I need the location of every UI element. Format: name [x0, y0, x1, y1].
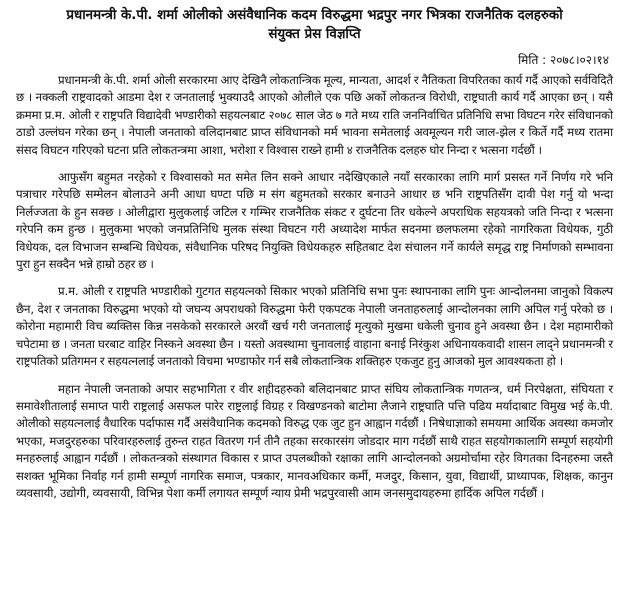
- paragraph-3: प्र.म. ओली र राष्ट्रपति भण्डारीको गुटगत सहयत्नको सिकार भएको प्रतिनिधि सभा पुनः स्थापनाका लागि पुनः आन्दोलनमा जानुको विकल्प छैन, देश र जनताका विरुद्धमा भएको यो जघन्य अपराधको विरुद्धमा फेरी एकपटक नेपाली जनताहरुलाई आन्दोलनका लागि अपिल गर्नु परेको छ । कोरोना महामारी विच ब्यक्तिस किन्न नसकेको सरकारले अरवौं खर्च गरी जनतालाई मृत्युको मुखमा धकेली चुनाव हुने अवस्था छैन । देश महामारीको चपेटामा छ । जनता घरबाट वाहिर निस्कने अवस्था छैन । यस्तो अवस्थामा चुनावलाई वाहाना बनाई निरंकुश अधिनायकवादी शासन लाद्ने प्रधानमन्त्री र राष्ट्रपतिको प्रतिगमन र सहयत्नलाई जनताको विचमा भण्डाफोर गर्न सबै लोकतान्त्रिक शक्तिहरु एकजुट हुनु आजको मुल आवश्यकता हो ।: [16, 284, 613, 369]
- paragraph-2: आफुसँग बहुमत नरहेको र विश्वासको मत समेत लिन सक्ने आधार नदेखिएकाले नयाँ सरकारका लागि मार्ग प्रसस्त गर्ने निर्णय गरे भनि पत्राचार गरेपछि सम्मेलन बोलाउने अनी आधा घण्टा पछि म संग बहुमतको सरकार बनाउने आधार छ भनि राष्ट्रपतिसँग दावी पेश गर्नु यो भन्दा निर्लज्जता के हुन सक्छ । ओलीद्वारा मुलुकलाई जटिल र गम्भिर राजनैतिक संकट र दुर्घटना तिर धकेल्ने अपराधिक सहयत्रको जति निन्दा र भत्सना गरेपनि कम हुन्छ । मुलुकमा भएको जनप्रतिनिधि मुलक संस्था विघटन गरी अध्यादेश मार्फत सदनमा छलफलमा रहेको नागरिकता विधेयक, गुठी विधेयक, दल विभाजन सम्बन्धि विधेयक, संवैधानिक परिषद नियुक्ति विधेयकहरु सहितबाट देश संचालन गर्ने कार्यले समृद्ध राष्ट्र निर्माणको सम्भावना पुरा हुन सक्दैन भन्ने हाम्रो ठहर छ ।: [16, 170, 613, 272]
- document-title: प्रधानमन्त्री के.पी. शर्मा ओलीको असंवैधानिक कदम विरुद्धमा भद्रपुर नगर भित्रका राजनैतिक दलहरुको: [66, 8, 563, 23]
- paragraph-1: प्रधानमन्त्री के.पी. शर्मा ओली सरकारमा आए देखिनै लोकतान्त्रिक मूल्य, मान्यता, आदर्श र नैतिकता विपरितका कार्य गर्दै आएको सर्वविदितै छ । नक्कली राष्ट्रवादको आडमा देश र जनतालाई भुक्याउदै आएको ओलीले एक पछि अर्को लोकतन्त्र विरोधी, राष्ट्रघाती कार्य गर्दै आएका छन् । यसै क्रममा प्र.म. ओली र राष्ट्रपति विद्यादेवी भण्डारीको सहयत्नबाट २०७८ साल जेठ ७ गते मध्य राति जननिर्वाचित प्रतिनिधि सभा विघटन गरेर संविधानको ठाडो उल्लंघन गरेका छन् । नेपाली जनताको वलिदानबाट प्राप्त संविधानको मर्म भावना समेतलाई अवमूल्यन गरी जाल-झेल र किर्ते गर्दै मध्य रातमा संसद विघटन गरिएको घटना प्रति लोकतन्त्रमा आशा, भरोशा र विश्वास राख्ने हामी ४ राजनैतिक दलहरु घोर निन्दा र भत्सना गर्दछौं ।: [16, 73, 613, 157]
- document-date: मिति : २०७८।०२।१४: [518, 53, 609, 67]
- document-subtitle: संयुक्त प्रेस विज्ञप्ति: [268, 27, 361, 42]
- paragraph-4: महान नेपाली जनताको अपार सहभागिता र वीर शहीदहरुको बलिदानबाट प्राप्त संघिय लोकतान्त्रिक गणतन्त्र, धर्म निरपेक्षता, संघियता र समावेशीतालाई समाप्त पारी राष्ट्रलाई असफल पारेर राष्ट्रलाई विग्रह र विखण्डनको बाटोमा लैजाने राष्ट्रघाति पत्ति पढिय मर्यादाबाट विमुख भई के.पी. ओलीको सहयत्नलाई वैधारिक पर्दाफास गर्दै असंवैधानिक कदमको विरुद्ध एक जुट हुन आह्वान गर्दछौं । निषेधाज्ञाको समयमा आर्थिक अवस्था कमजोर भएका, मजदुरहरुका परिवारहरुलाई तुरुन्त राहत वितरण गर्न तीनै तहका सरकारसंग जोडदार माग गर्दछौं साथै राहत सहयोगकालागि सम्पूर्ण सहयोगी मनहरुलाई आह्वान गर्दछौं । लोकतन्त्रको संस्थागत विकास र प्राप्त उपलब्धीको रक्षाका लागि आन्दोलनको अग्रमोर्चामा रहेर विगतका दिनहरुमा जस्तै सशक्त भूमिका निर्वाह गर्न हामी सम्पूर्ण नागरिक समाज, पत्रकार, मानवअधिकार कर्मी, मजदुर, किसान, युवा, विद्यार्थी, प्राध्यापक, शिक्षक, कानुन व्यवसायी, उद्योगी, व्यवसायी, विभिन्न पेशा कर्मी लगायत सम्पूर्ण न्याय प्रेमी भद्रपुरवासी आम जनसमुदायहरुमा हार्दिक अपिल गर्दछौं ।: [16, 381, 613, 500]
